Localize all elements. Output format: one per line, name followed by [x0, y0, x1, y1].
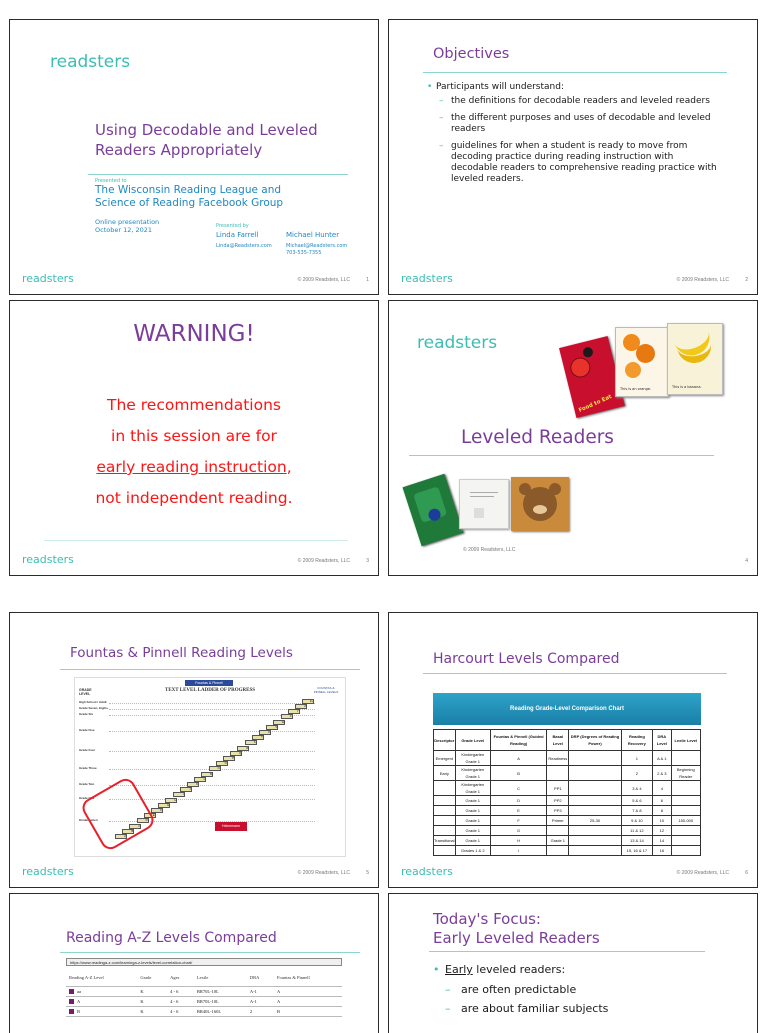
warning-line-3	[10, 452, 378, 483]
level-color-swatch	[69, 999, 74, 1004]
table-row	[434, 766, 701, 781]
table-header-cell: DRP (Degrees of Reading Power)	[569, 730, 621, 751]
table-cell: Beginning Reader	[671, 766, 700, 781]
table-header-cell: Basal Level	[547, 730, 569, 751]
grade-row-label: Grade Four	[79, 748, 96, 752]
slide-7-title: Reading A-Z Levels Compared	[66, 930, 277, 946]
table-cell: 9 & 10	[621, 816, 653, 826]
az-table	[66, 968, 342, 1017]
level-step: L	[194, 777, 206, 782]
presenter-2-email[interactable]: Michael@Readsters.com	[286, 243, 348, 249]
level-color-swatch	[69, 1009, 74, 1014]
table-cell: aa	[66, 987, 137, 997]
table-cell: Grade 1	[455, 806, 490, 816]
table-cell: Grade 1	[455, 826, 490, 836]
table-cell	[547, 846, 569, 856]
presentation-info	[95, 218, 159, 234]
slide-5-title: Fountas & Pinnell Reading Levels	[70, 645, 293, 661]
audience	[95, 184, 283, 210]
table-header-cell: Lexile	[194, 968, 247, 987]
table-row	[434, 816, 701, 826]
book-white-image	[459, 479, 509, 529]
table-cell: Grade 1	[455, 816, 490, 826]
level-step: K	[187, 782, 199, 787]
grade-row-line	[109, 785, 315, 786]
copyright: © 2009 Readsters, LLC	[297, 870, 350, 876]
presentation-format: Online presentation	[95, 218, 160, 226]
table-row	[434, 846, 701, 856]
level-step: Z+	[302, 699, 314, 704]
table-cell: BR40L-160L	[194, 1007, 247, 1017]
table-cell: B	[274, 1007, 342, 1017]
warning-text	[10, 390, 378, 514]
table-cell: Kindergarten Grade 1	[455, 751, 490, 766]
table-header-cell: Fountas & Pinnell	[274, 968, 342, 987]
underlined-phrase: early reading instruction	[96, 458, 287, 476]
book-1-text: Food to Eat	[577, 394, 613, 414]
grade-row-label: Grade One	[79, 796, 95, 800]
level-step: N	[209, 766, 221, 771]
level-step: T	[252, 735, 264, 740]
table-cell: 1	[621, 751, 653, 766]
table-cell: B	[491, 766, 547, 781]
slide-3[interactable]	[9, 300, 379, 576]
level-step: U	[259, 730, 271, 735]
table-cell: A	[274, 987, 342, 997]
table-cell: A-1	[247, 997, 274, 1007]
title-divider	[423, 72, 727, 73]
page-number: 2	[745, 277, 748, 283]
table-cell	[671, 781, 700, 796]
grade-row-label: Grade Three	[79, 766, 97, 770]
warning-line-1: The recommendations	[107, 396, 281, 414]
copyright: © 2009 Readsters, LLC	[297, 277, 350, 283]
table-cell: 12	[653, 826, 671, 836]
table-cell: A	[491, 751, 547, 766]
level-step: R	[237, 746, 249, 751]
title-divider	[429, 951, 705, 952]
copyright: © 2009 Readsters, LLC	[676, 870, 729, 876]
book-3-text: This is a banana.	[672, 385, 702, 389]
page-number: 1	[366, 277, 369, 283]
comparison-table-wrap	[433, 729, 701, 853]
level-step: I	[173, 792, 185, 797]
slide-7[interactable]	[9, 893, 379, 1033]
table-row	[434, 806, 701, 816]
underlined-word: Early	[445, 963, 473, 976]
table-header-cell: Descriptor	[434, 730, 456, 751]
audience-line-1: The Wisconsin Reading League and	[95, 184, 282, 196]
level-step: M	[201, 772, 213, 777]
level-step: P	[223, 756, 235, 761]
level-color-swatch	[69, 989, 74, 994]
comparison-table	[433, 729, 701, 856]
table-cell: A	[66, 997, 137, 1007]
table-cell: PP3	[547, 806, 569, 816]
table-cell: F	[491, 816, 547, 826]
presenter-2-phone: 703-535-7355	[286, 250, 322, 256]
table-row	[66, 987, 342, 997]
table-cell	[569, 806, 621, 816]
grade-row-line	[109, 731, 315, 732]
table-header-cell: Ages	[167, 968, 194, 987]
table-cell: G	[491, 826, 547, 836]
table-cell: Grade 1	[455, 796, 490, 806]
level-step: W	[273, 720, 285, 725]
table-cell: Grades 1 & 2	[455, 846, 490, 856]
footer-logo: readsters	[22, 865, 74, 878]
table-cell: B	[66, 1007, 137, 1017]
table-cell: 4 - 6	[167, 997, 194, 1007]
level-step: H	[165, 798, 177, 803]
table-cell	[569, 836, 621, 846]
warning-line-4: not independent reading.	[95, 489, 293, 507]
footer-logo: readsters	[22, 553, 74, 566]
presenter-2-name: Michael Hunter	[286, 231, 340, 239]
table-cell: 13 & 14	[621, 836, 653, 846]
focus-bullet	[433, 962, 723, 978]
fp-levels-label: FOUNTAS & PINNELL LEVELS	[313, 686, 339, 694]
table-cell: 6	[653, 796, 671, 806]
table-cell: PP1	[547, 781, 569, 796]
slide-5[interactable]	[9, 612, 379, 888]
table-header-cell: DRA Level	[653, 730, 671, 751]
table-cell: A & 1	[653, 751, 671, 766]
table-header-row	[66, 968, 342, 987]
table-cell	[434, 826, 456, 836]
slide-8[interactable]	[388, 893, 758, 1033]
footer-divider	[44, 540, 348, 541]
table-cell	[569, 796, 621, 806]
grade-row-label: Grade Seven, Eight+	[79, 706, 109, 710]
table-cell: 3 & 4	[621, 781, 653, 796]
table-cell: Transitional	[434, 836, 456, 846]
book-green-image	[402, 474, 463, 547]
table-cell: 4	[653, 781, 671, 796]
copyright: © 2009 Readsters, LLC	[676, 277, 729, 283]
table-cell: 15, 16 & 17	[621, 846, 653, 856]
table-cell: 150-000	[671, 816, 700, 826]
slide-1[interactable]	[9, 19, 379, 295]
table-row	[434, 836, 701, 846]
table-cell: E	[491, 806, 547, 816]
table-cell: H	[491, 836, 547, 846]
grade-level-label: GRADE LEVEL	[79, 688, 92, 696]
level-step: A	[115, 834, 127, 839]
focus-list	[433, 962, 723, 1018]
table-cell: Primer	[547, 816, 569, 826]
table-cell: Grade 1	[547, 836, 569, 846]
table-cell	[434, 806, 456, 816]
copyright: © 2009 Readsters, LLC	[463, 547, 516, 553]
title-line-2: Readers Appropriately	[95, 141, 263, 159]
table-cell	[671, 826, 700, 836]
url-bar[interactable]: https://www.readinga-z.com/learninga-z-levels/level-correlation-chart/	[66, 958, 342, 966]
page-number: 6	[745, 870, 748, 876]
slide-1-title	[95, 120, 318, 160]
slide-4-title: Leveled Readers	[461, 427, 614, 448]
line-3-punctuation: ,	[286, 458, 292, 476]
publisher-logo: Heinemann	[215, 822, 247, 831]
table-cell: A	[274, 997, 342, 1007]
level-step: X	[281, 714, 293, 719]
table-cell: C	[491, 781, 547, 796]
book-2-text: This is an orange.	[620, 387, 652, 391]
table-cell	[434, 781, 456, 796]
objective-item: – the different purposes and uses of decodable and leveled readers	[427, 113, 717, 135]
table-cell: 16	[653, 846, 671, 856]
bullet-rest: leveled readers:	[472, 963, 566, 976]
readsters-logo: readsters	[50, 52, 131, 72]
grade-row-line	[109, 703, 315, 704]
grade-row-label: Kindergarten	[79, 818, 98, 822]
objectives-intro: • Participants will understand:	[427, 82, 717, 93]
grade-row-label: High School / Adult	[79, 700, 107, 704]
level-step: S	[245, 740, 257, 745]
chart-header: Fountas & Pinnell	[185, 680, 233, 686]
slide-2[interactable]	[388, 19, 758, 295]
slide-2-title: Objectives	[433, 46, 510, 62]
objective-item: – guidelines for when a student is ready to move from decoding practice during reading instruction with decodable readers to comprehensive reading practice with leveled readers.	[427, 141, 717, 185]
table-cell	[547, 826, 569, 836]
book-orange-image	[615, 327, 669, 397]
focus-subitem: – are often predictable	[433, 980, 723, 999]
table-cell: Kindergarten Grade 1	[455, 766, 490, 781]
table-header-cell: Grade Level	[455, 730, 490, 751]
table-row	[434, 796, 701, 806]
book-bear-image	[511, 477, 569, 531]
table-cell: Kindergarten Grade 1	[455, 781, 490, 796]
level-step: Y	[288, 709, 300, 714]
table-row	[66, 1007, 342, 1017]
table-cell: I	[491, 846, 547, 856]
readsters-logo: readsters	[417, 333, 498, 353]
level-step: D	[137, 818, 149, 823]
title-divider	[409, 455, 714, 456]
table-cell: K	[137, 1007, 167, 1017]
level-step: O	[216, 761, 228, 766]
title-line-1: Using Decodable and Leveled	[95, 121, 318, 139]
table-cell: 25-30	[569, 816, 621, 826]
level-step: C	[129, 824, 141, 829]
page-number: 5	[366, 870, 369, 876]
level-step: Z	[295, 704, 307, 709]
comparison-chart-banner: Reading Grade-Level Comparison Chart	[433, 693, 701, 725]
level-step: E	[144, 813, 156, 818]
table-cell: 2 & 3	[653, 766, 671, 781]
table-cell: Early	[434, 766, 456, 781]
slide-8-title	[433, 910, 600, 948]
table-cell	[671, 796, 700, 806]
footer-logo: readsters	[401, 865, 453, 878]
table-cell	[569, 751, 621, 766]
copyright: © 2009 Readsters, LLC	[297, 558, 350, 564]
level-step: J	[180, 787, 192, 792]
table-cell: Emergent	[434, 751, 456, 766]
level-ladder-chart	[74, 677, 346, 857]
title-line-1: Today's Focus:	[433, 910, 541, 928]
title-divider	[88, 174, 348, 175]
table-header-cell: Reading A-Z Level	[66, 968, 137, 987]
table-row	[434, 781, 701, 796]
table-cell: 10	[653, 816, 671, 826]
warning-title: WARNING!	[133, 321, 255, 347]
level-step: V	[266, 725, 278, 730]
objective-item: – the definitions for decodable readers and leveled readers	[427, 96, 717, 107]
presentation-date: October 12, 2021	[95, 226, 153, 234]
page-number: 3	[366, 558, 369, 564]
presenter-1-name: Linda Farrell	[216, 231, 259, 239]
table-cell: BR70L-10L	[194, 987, 247, 997]
page-number: 4	[745, 558, 748, 564]
table-row	[434, 826, 701, 836]
table-cell	[569, 846, 621, 856]
audience-line-2: Science of Reading Facebook Group	[95, 197, 284, 209]
table-cell	[434, 846, 456, 856]
table-cell: D	[491, 796, 547, 806]
table-cell: K	[137, 987, 167, 997]
table-cell: Readiness	[547, 751, 569, 766]
slide-6[interactable]	[388, 612, 758, 888]
table-cell: Grade 1	[455, 836, 490, 846]
footer-logo: readsters	[401, 272, 453, 285]
presenter-1-email[interactable]: Linda@Readsters.com	[216, 243, 272, 249]
table-cell	[671, 806, 700, 816]
highlight-oval	[79, 775, 157, 852]
book-banana-image	[667, 323, 723, 395]
table-header-cell: Reading Recovery	[621, 730, 653, 751]
level-step: G	[158, 803, 170, 808]
table-cell: 5 & 6	[621, 796, 653, 806]
grade-row-label: Grade Six	[79, 712, 94, 716]
table-cell	[434, 816, 456, 826]
grade-row-label: Grade Five	[79, 728, 95, 732]
table-cell	[434, 796, 456, 806]
chart-title: TEXT LEVEL LADDER OF PROGRESS	[164, 688, 256, 693]
table-row	[434, 751, 701, 766]
grade-row-label: Grade Two	[79, 782, 95, 786]
grade-row-line	[109, 709, 315, 710]
table-cell	[569, 781, 621, 796]
table-cell	[671, 751, 700, 766]
title-line-2: Early Leveled Readers	[433, 929, 600, 947]
table-header-cell: DRA	[247, 968, 274, 987]
presented-to-label: Presented to	[95, 178, 127, 184]
table-header-cell: Grade	[137, 968, 167, 987]
table-cell: 4 - 6	[167, 987, 194, 997]
table-cell	[671, 836, 700, 846]
table-cell: K	[137, 997, 167, 1007]
table-cell: 7 & 8	[621, 806, 653, 816]
level-step: F	[151, 808, 163, 813]
warning-line-2: in this session are for	[111, 427, 277, 445]
table-cell: 4 - 6	[167, 1007, 194, 1017]
level-step: B	[122, 829, 134, 834]
title-divider	[423, 673, 727, 674]
table-cell: 11 & 12	[621, 826, 653, 836]
table-header-row	[434, 730, 701, 751]
table-cell	[569, 766, 621, 781]
level-step: Q	[230, 751, 242, 756]
grade-row-line	[109, 751, 315, 752]
slide-4[interactable]	[388, 300, 758, 576]
table-cell: BR70L-10L	[194, 997, 247, 1007]
table-cell: 14	[653, 836, 671, 846]
footer-logo: readsters	[22, 272, 74, 285]
presented-by-label: Presented by	[216, 223, 249, 229]
focus-subitem: – are about familiar subjects	[433, 999, 723, 1018]
table-cell: 8	[653, 806, 671, 816]
table-header-cell: Fountas & Pinnell (Guided Reading)	[491, 730, 547, 751]
objectives-list	[427, 82, 717, 191]
table-row	[66, 997, 342, 1007]
table-cell	[569, 826, 621, 836]
title-divider	[60, 669, 360, 670]
table-cell: A-1	[247, 987, 274, 997]
table-header-cell: Lexile Level	[671, 730, 700, 751]
table-cell: 2	[621, 766, 653, 781]
table-cell	[547, 766, 569, 781]
table-cell	[671, 846, 700, 856]
slide-6-title: Harcourt Levels Compared	[433, 651, 620, 667]
table-cell: 2	[247, 1007, 274, 1017]
title-divider	[60, 952, 360, 953]
table-cell: PP2	[547, 796, 569, 806]
